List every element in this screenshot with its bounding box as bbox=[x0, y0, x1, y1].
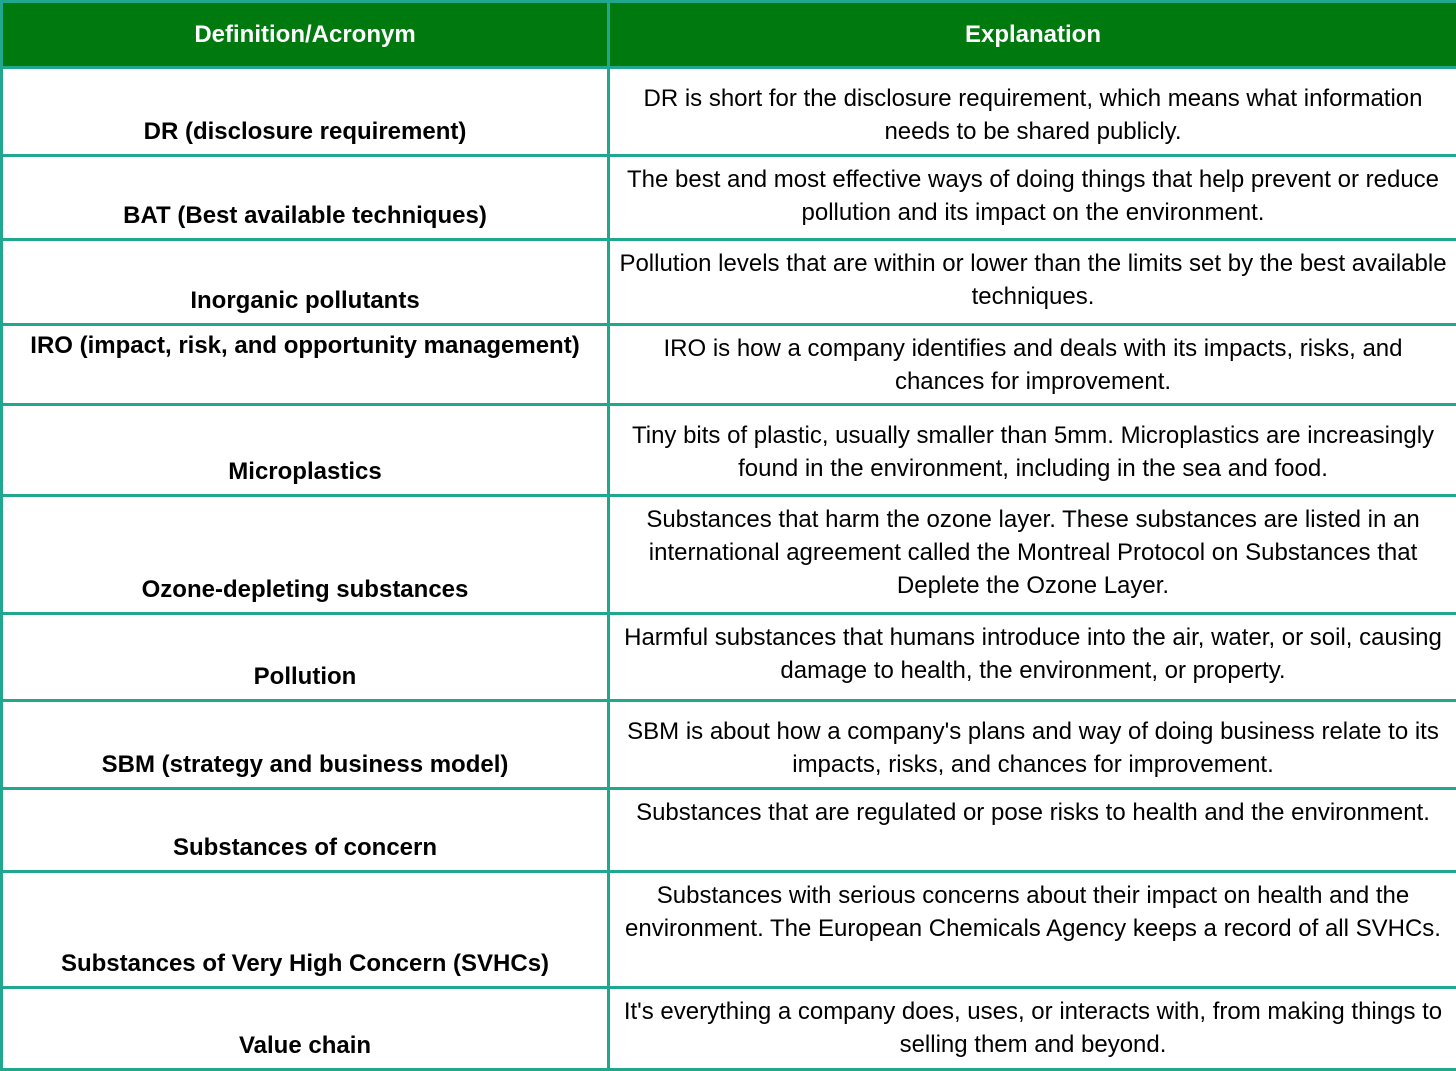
term-cell: DR (disclosure requirement) bbox=[2, 68, 609, 156]
explanation-cell: It's everything a company does, uses, or interacts with, from making things to selling them and beyond. bbox=[609, 988, 1456, 1070]
explanation-cell: Pollution levels that are within or lower than the limits set by the best available techniques. bbox=[609, 240, 1456, 325]
explanation-cell: Substances that harm the ozone layer. These substances are listed in an international agreement called the Montreal Protocol on Substances that Deplete the Ozone Layer. bbox=[609, 496, 1456, 614]
explanation-cell: IRO is how a company identifies and deals with its impacts, risks, and chances for improvement. bbox=[609, 325, 1456, 405]
term-cell: SBM (strategy and business model) bbox=[2, 701, 609, 789]
term-cell: Inorganic pollutants bbox=[2, 240, 609, 325]
term-cell: Value chain bbox=[2, 988, 609, 1070]
table-row bbox=[2, 614, 1456, 701]
table-row bbox=[2, 240, 1456, 325]
explanation-cell: Substances that are regulated or pose risks to health and the environment. bbox=[609, 789, 1456, 872]
table-row bbox=[2, 789, 1456, 872]
table-row bbox=[2, 156, 1456, 240]
explanation-cell: Substances with serious concerns about their impact on health and the environment. The European Chemicals Agency keeps a record of all SVHCs. bbox=[609, 872, 1456, 988]
table-row bbox=[2, 988, 1456, 1070]
term-cell: IRO (impact, risk, and opportunity management) bbox=[2, 325, 609, 405]
term-cell: Ozone-depleting substances bbox=[2, 496, 609, 614]
header-explanation: Explanation bbox=[609, 2, 1456, 68]
table-row bbox=[2, 68, 1456, 156]
table-row bbox=[2, 325, 1456, 405]
explanation-cell: Harmful substances that humans introduce into the air, water, or soil, causing damage to health, the environment, or property. bbox=[609, 614, 1456, 701]
term-cell: BAT (Best available techniques) bbox=[2, 156, 609, 240]
explanation-cell: Tiny bits of plastic, usually smaller than 5mm. Microplastics are increasingly found in the environment, including in the sea and food. bbox=[609, 405, 1456, 496]
header-row bbox=[2, 2, 1456, 68]
term-cell: Substances of concern bbox=[2, 789, 609, 872]
table-row bbox=[2, 872, 1456, 988]
header-term: Definition/Acronym bbox=[2, 2, 609, 68]
explanation-cell: The best and most effective ways of doing things that help prevent or reduce pollution and its impact on the environment. bbox=[609, 156, 1456, 240]
term-cell: Microplastics bbox=[2, 405, 609, 496]
term-cell: Pollution bbox=[2, 614, 609, 701]
explanation-cell: SBM is about how a company's plans and way of doing business relate to its impacts, risks, and chances for improvement. bbox=[609, 701, 1456, 789]
table-row bbox=[2, 496, 1456, 614]
table-row bbox=[2, 405, 1456, 496]
explanation-cell: DR is short for the disclosure requirement, which means what information needs to be shared publicly. bbox=[609, 68, 1456, 156]
table-row bbox=[2, 701, 1456, 789]
term-cell: Substances of Very High Concern (SVHCs) bbox=[2, 872, 609, 988]
